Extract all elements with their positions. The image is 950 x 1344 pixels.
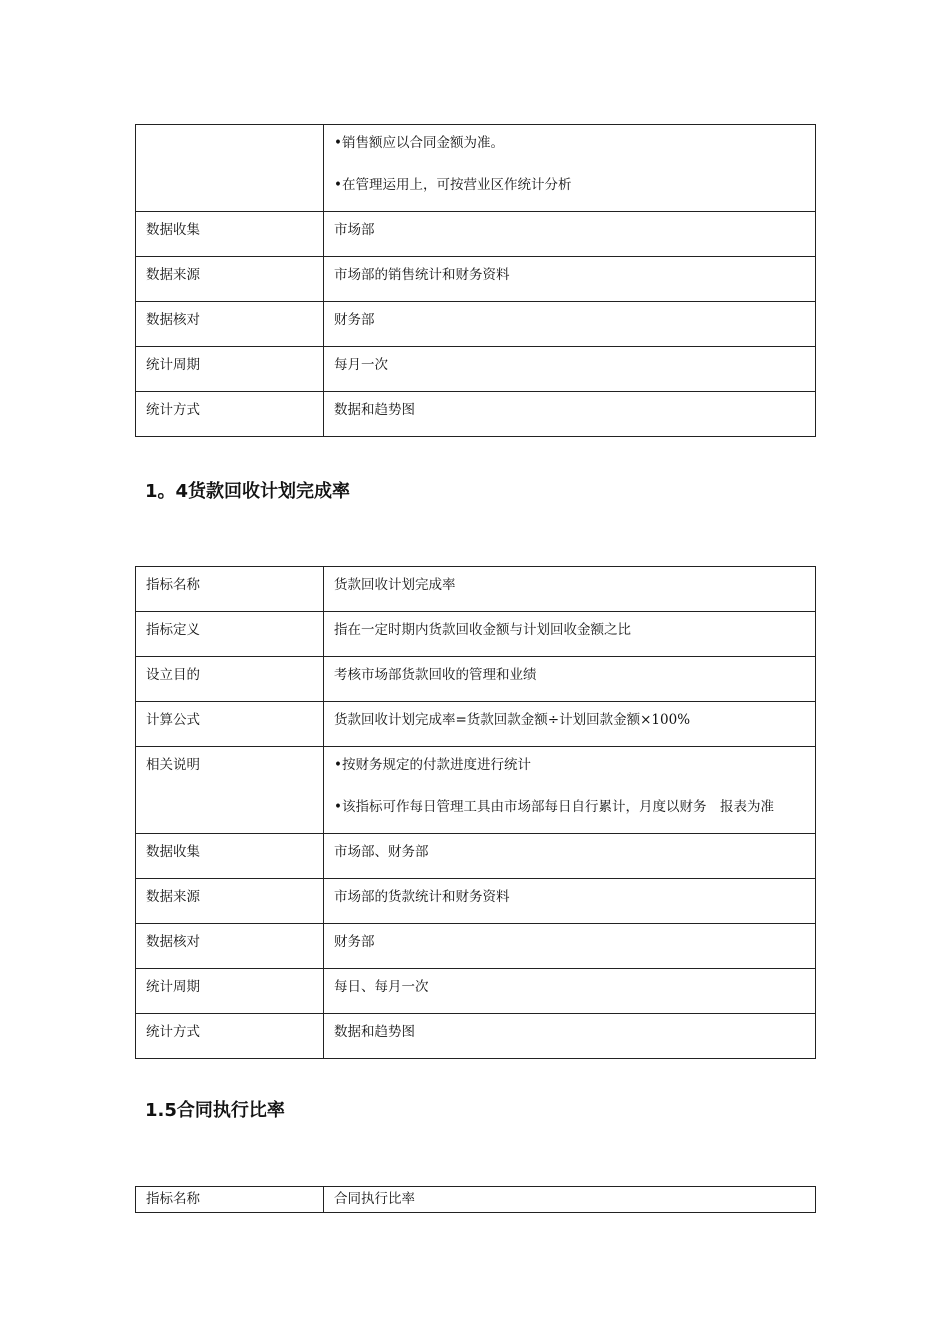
row-label [136, 125, 324, 212]
row-label: 统计周期 [136, 969, 324, 1014]
table-row [136, 702, 816, 747]
row-label: 统计周期 [136, 347, 324, 392]
table-row [136, 392, 816, 437]
row-value: 市场部、财务部 [324, 834, 816, 879]
row-value: 考核市场部货款回收的管理和业绩 [324, 657, 816, 702]
table-row [136, 612, 816, 657]
row-value [324, 747, 816, 834]
kpi-table-payment-recovery [135, 566, 816, 1059]
note-bullet: •在管理运用上，可按营业区作统计分析 [334, 177, 572, 193]
table-row [136, 924, 816, 969]
row-label: 数据收集 [136, 834, 324, 879]
row-label: 指标定义 [136, 612, 324, 657]
table-row [136, 657, 816, 702]
kpi-table-contract-execution [135, 1186, 816, 1213]
row-value: 财务部 [324, 302, 816, 347]
row-label: 数据核对 [136, 924, 324, 969]
row-value [324, 125, 816, 212]
table-row [136, 969, 816, 1014]
section-heading-1-4: 1。4货款回收计划完成率 [145, 481, 351, 502]
row-value: 数据和趋势图 [324, 1014, 816, 1059]
table-row [136, 747, 816, 834]
table-row [136, 212, 816, 257]
row-label: 统计方式 [136, 1014, 324, 1059]
table-row [136, 257, 816, 302]
row-value: 数据和趋势图 [324, 392, 816, 437]
row-label: 数据收集 [136, 212, 324, 257]
row-label: 指标名称 [136, 567, 324, 612]
row-value: 每日、每月一次 [324, 969, 816, 1014]
row-value: 市场部 [324, 212, 816, 257]
section-heading-1-5: 1.5合同执行比率 [145, 1100, 285, 1121]
table-row [136, 879, 816, 924]
note-bullet: •销售额应以合同金额为准。 [334, 135, 504, 151]
table-row [136, 347, 816, 392]
row-value: 财务部 [324, 924, 816, 969]
row-value: 指在一定时期内货款回收金额与计划回收金额之比 [324, 612, 816, 657]
row-label: 数据来源 [136, 879, 324, 924]
note-bullet: •该指标可作每日管理工具由市场部每日自行累计，月度以财务 报表为准 [334, 799, 774, 815]
row-value: 市场部的货款统计和财务资料 [324, 879, 816, 924]
row-value: 合同执行比率 [324, 1187, 816, 1213]
kpi-table-sales [135, 124, 816, 437]
table-row [136, 125, 816, 212]
row-value: 货款回收计划完成率 [324, 567, 816, 612]
note-bullet: •按财务规定的付款进度进行统计 [334, 757, 531, 773]
row-label: 数据来源 [136, 257, 324, 302]
row-label: 设立目的 [136, 657, 324, 702]
row-label: 数据核对 [136, 302, 324, 347]
table-row [136, 1187, 816, 1213]
row-value: 每月一次 [324, 347, 816, 392]
row-label: 统计方式 [136, 392, 324, 437]
row-label: 相关说明 [136, 747, 324, 834]
table-row [136, 567, 816, 612]
table-row [136, 1014, 816, 1059]
table-row [136, 302, 816, 347]
row-label: 指标名称 [136, 1187, 324, 1213]
row-label: 计算公式 [136, 702, 324, 747]
row-value: 货款回收计划完成率=货款回款金额÷计划回款金额×100% [324, 702, 816, 747]
row-value: 市场部的销售统计和财务资料 [324, 257, 816, 302]
table-row [136, 834, 816, 879]
